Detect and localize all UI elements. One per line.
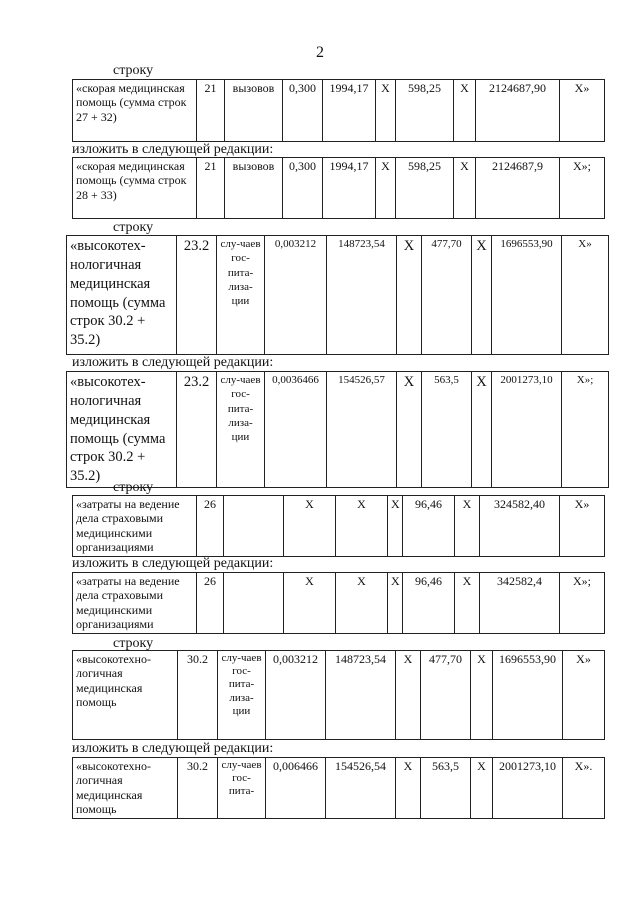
cell-line-number: 21 — [197, 80, 225, 142]
cell-per-capita: 563,5 — [422, 372, 472, 488]
cell-line-number: 21 — [197, 158, 225, 219]
cell-x: X — [472, 372, 492, 488]
cell-per-capita: 96,46 — [403, 573, 455, 634]
cell-name: «затраты на ведение дела страховыми медицинскими организациями — [73, 573, 197, 634]
cell-unit: слу-чаев гос-пита- — [218, 758, 266, 819]
cell-x: X — [471, 651, 493, 740]
cell-name: «скорая медицинская помощь (сумма строк 28 + 33) — [73, 158, 197, 219]
cell-x: X». — [563, 758, 605, 819]
cell-x: X — [454, 80, 476, 142]
cell-per-capita: 477,70 — [422, 236, 472, 355]
cell-x: X — [396, 651, 421, 740]
table-row-new — [72, 572, 605, 634]
cell-volume: 0,003212 — [265, 236, 327, 355]
cell-total: 2124687,9 — [476, 158, 560, 219]
caption-edit: изложить в следующей редакции: — [72, 355, 274, 370]
cell-x: X — [397, 372, 422, 488]
cell-unit — [224, 573, 284, 634]
table-row-old — [72, 79, 605, 142]
caption-row: строку — [113, 63, 154, 78]
cell-line-number: 26 — [197, 573, 224, 634]
cell-x: X»; — [560, 573, 605, 634]
cell-volume: 0,003212 — [266, 651, 326, 740]
cell-unit: слу-чаев гос-пита-лиза-ции — [217, 372, 265, 488]
cell-total: 2124687,90 — [476, 80, 560, 142]
cell-total: 342582,4 — [480, 573, 560, 634]
caption-edit: изложить в следующей редакции: — [72, 741, 274, 756]
cell-per-capita: 563,5 — [421, 758, 471, 819]
cell-x: X»; — [562, 372, 609, 488]
caption-row: строку — [113, 480, 154, 495]
cell-x: X — [388, 496, 403, 557]
cell-x: X — [376, 80, 396, 142]
cell-volume: 0,0036466 — [265, 372, 327, 488]
cell-name: «высокотех-нологичная медицинская помощь (сумма строк 30.2 + 35.2) — [67, 236, 177, 355]
cell-per-capita: 477,70 — [421, 651, 471, 740]
cell-per-capita: 96,46 — [403, 496, 455, 557]
cell-line-number: 26 — [197, 496, 224, 557]
cell-name: «скорая медицинская помощь (сумма строк 27 + 32) — [73, 80, 197, 142]
cell-volume: X — [284, 573, 336, 634]
cell-cost: 1994,17 — [323, 80, 376, 142]
cell-cost: 154526,54 — [326, 758, 396, 819]
cell-cost: X — [336, 496, 388, 557]
cell-per-capita: 598,25 — [396, 80, 454, 142]
page-number: 2 — [316, 44, 324, 61]
table-row-new — [72, 157, 605, 219]
table-row-new — [72, 757, 605, 819]
cell-volume: 0,300 — [283, 80, 323, 142]
cell-x: X» — [562, 236, 609, 355]
cell-x: X»; — [560, 158, 605, 219]
cell-x: X» — [560, 80, 605, 142]
table-row-new — [66, 371, 609, 488]
cell-total: 1696553,90 — [493, 651, 563, 740]
cell-unit: слу-чаев гос-пита-лиза-ции — [218, 651, 266, 740]
cell-cost: 148723,54 — [326, 651, 396, 740]
cell-x: X — [388, 573, 403, 634]
cell-cost: 154526,57 — [327, 372, 397, 488]
caption-edit: изложить в следующей редакции: — [72, 556, 274, 571]
cell-unit: слу-чаев гос-пита-лиза-ции — [217, 236, 265, 355]
caption-edit: изложить в следующей редакции: — [72, 142, 274, 157]
cell-unit: вызовов — [225, 80, 283, 142]
table-row-old — [72, 495, 605, 557]
cell-x: X — [397, 236, 422, 355]
cell-line-number: 23.2 — [177, 372, 217, 488]
cell-cost: X — [336, 573, 388, 634]
cell-unit — [224, 496, 284, 557]
cell-line-number: 23.2 — [177, 236, 217, 355]
table-row-old — [72, 650, 605, 740]
cell-x: X — [396, 758, 421, 819]
cell-cost: 148723,54 — [327, 236, 397, 355]
cell-volume: 0,300 — [283, 158, 323, 219]
table-row-old — [66, 235, 609, 355]
cell-x: X — [471, 758, 493, 819]
cell-volume: 0,006466 — [266, 758, 326, 819]
cell-x: X» — [563, 651, 605, 740]
cell-name: «высокотех-нологичная медицинская помощь (сумма строк 30.2 + 35.2) — [67, 372, 177, 488]
cell-x: X — [376, 158, 396, 219]
cell-total: 324582,40 — [480, 496, 560, 557]
cell-volume: X — [284, 496, 336, 557]
cell-per-capita: 598,25 — [396, 158, 454, 219]
cell-total: 2001273,10 — [492, 372, 562, 488]
cell-x: X» — [560, 496, 605, 557]
caption-row: строку — [113, 636, 154, 651]
cell-line-number: 30.2 — [178, 758, 218, 819]
cell-cost: 1994,17 — [323, 158, 376, 219]
cell-name: «затраты на ведение дела страховыми медицинскими организациями — [73, 496, 197, 557]
cell-total: 1696553,90 — [492, 236, 562, 355]
cell-x: X — [454, 158, 476, 219]
cell-name: «высокотехно-логичная медицинская помощь — [73, 758, 178, 819]
cell-unit: вызовов — [225, 158, 283, 219]
cell-name: «высокотехно-логичная медицинская помощь — [73, 651, 178, 740]
caption-row: строку — [113, 220, 154, 235]
cell-x: X — [455, 496, 480, 557]
cell-x: X — [455, 573, 480, 634]
cell-line-number: 30.2 — [178, 651, 218, 740]
cell-total: 2001273,10 — [493, 758, 563, 819]
cell-x: X — [472, 236, 492, 355]
